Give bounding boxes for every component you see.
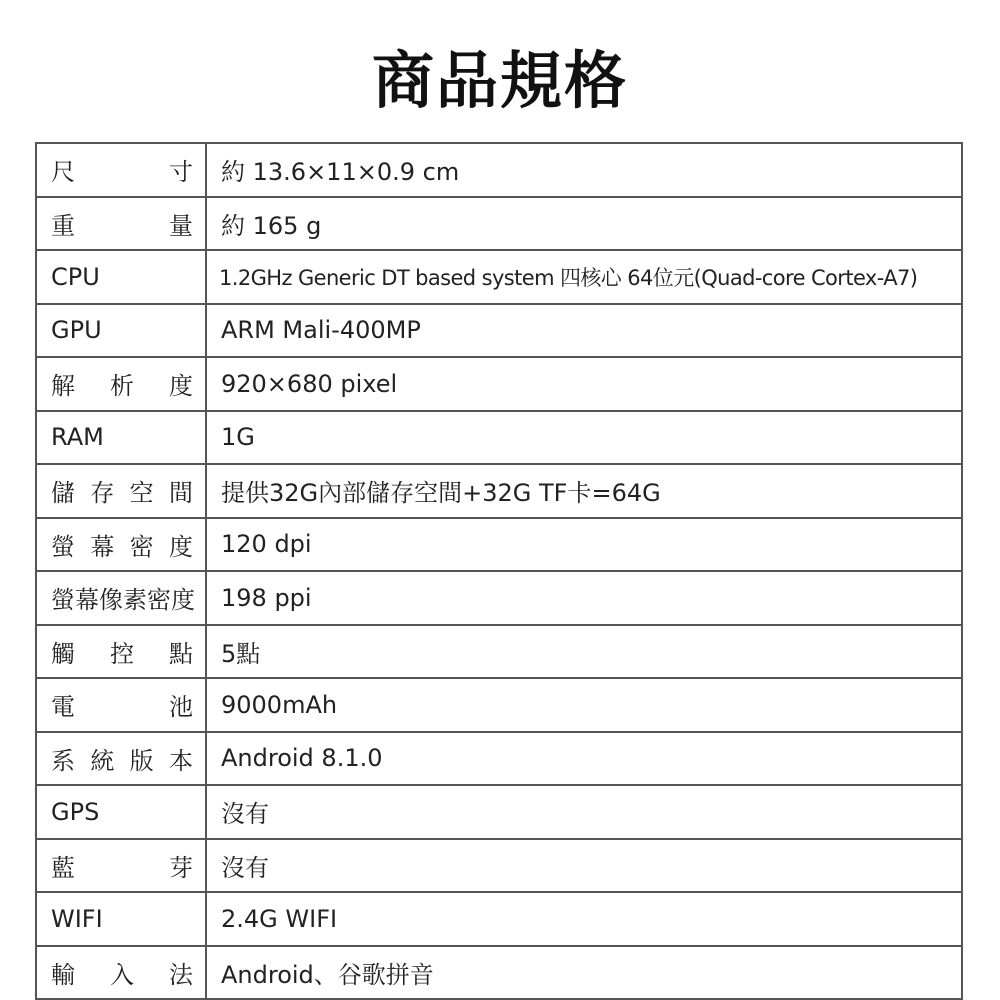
table-row (36, 892, 962, 946)
spec-label: 系統版本 (36, 732, 206, 786)
table-row (36, 250, 962, 304)
table-row (36, 518, 962, 572)
table-row (36, 143, 962, 197)
spec-label: 重量 (36, 197, 206, 251)
spec-value: 120 dpi (206, 518, 962, 572)
table-row (36, 357, 962, 411)
spec-label: RAM (36, 411, 206, 465)
spec-value: 9000mAh (206, 678, 962, 732)
spec-value: 198 ppi (206, 571, 962, 625)
spec-label: CPU (36, 250, 206, 304)
spec-value: 沒有 (206, 785, 962, 839)
spec-value: 沒有 (206, 839, 962, 893)
table-row (36, 946, 962, 1000)
spec-value: 1.2GHz Generic DT based system 四核心 64位元(Quad-core Cortex-A7) (206, 250, 962, 304)
table-row (36, 571, 962, 625)
spec-value: 920×680 pixel (206, 357, 962, 411)
spec-label: 電池 (36, 678, 206, 732)
table-row (36, 464, 962, 518)
table-row (36, 732, 962, 786)
spec-value: 2.4G WIFI (206, 892, 962, 946)
table-row (36, 411, 962, 465)
spec-label: 解析度 (36, 357, 206, 411)
table-row (36, 785, 962, 839)
spec-label: 螢幕像素密度 (36, 571, 206, 625)
table-row (36, 304, 962, 358)
spec-value: 約 165 g (206, 197, 962, 251)
spec-label: 螢幕密度 (36, 518, 206, 572)
spec-value: Android、谷歌拼音 (206, 946, 962, 1000)
spec-label: 尺寸 (36, 143, 206, 197)
spec-value: 5點 (206, 625, 962, 679)
table-row (36, 839, 962, 893)
spec-label: GPU (36, 304, 206, 358)
spec-value: 提供32G內部儲存空間+32G TF卡=64G (206, 464, 962, 518)
spec-label: 觸控點 (36, 625, 206, 679)
spec-value: 1G (206, 411, 962, 465)
table-row (36, 625, 962, 679)
spec-label: GPS (36, 785, 206, 839)
spec-value: 約 13.6×11×0.9 cm (206, 143, 962, 197)
spec-label: 輸入法 (36, 946, 206, 1000)
table-row (36, 678, 962, 732)
spec-label: 藍芽 (36, 839, 206, 893)
spec-value: Android 8.1.0 (206, 732, 962, 786)
spec-label: 儲存空間 (36, 464, 206, 518)
spec-table (35, 142, 963, 1000)
page-title: 商品規格 (371, 44, 628, 117)
table-row (36, 197, 962, 251)
spec-label: WIFI (36, 892, 206, 946)
spec-value: ARM Mali-400MP (206, 304, 962, 358)
